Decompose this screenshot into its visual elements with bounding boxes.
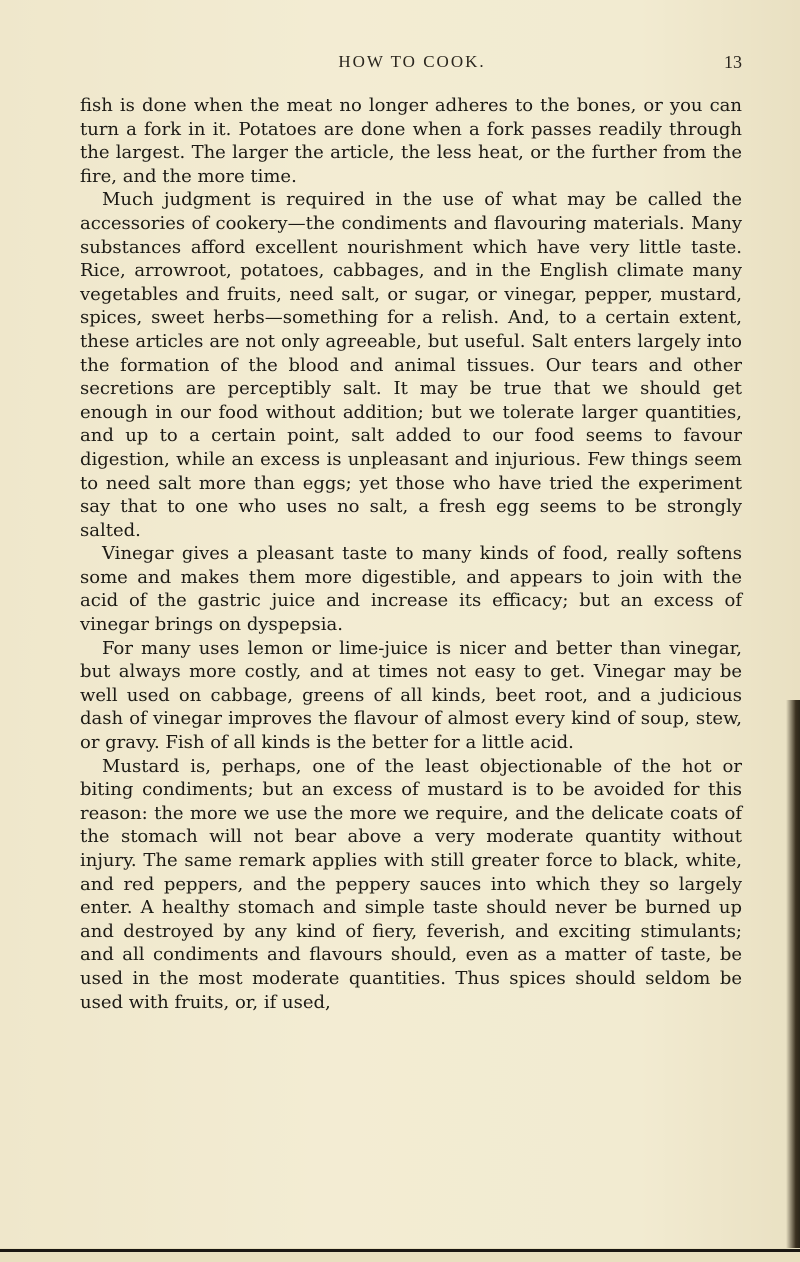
paragraph-2: Much judgment is required in the use of what may be called the accessories of cookery—the condiments and flavouring materials. Many substances afford excellent nourishment which have very little taste. Rice, arrowroot, potatoes, cabbages, and in the English climate many vegetables and fruits, need salt, or sugar, or vinegar, pepper, mustard, spices, sweet herbs—something for a relish. And, to a certain extent, these articles are not only agreeable, but useful. Salt enters largely into the formation of the blood and animal tissues. Our tears and other secretions are perceptibly salt. It may be true that we should get enough in our food without addition; but we tolerate larger quantities, and up to a certain point, salt added to our food seems to favour digestion, while an excess is unpleasant and injurious. Few things seem to need salt more than eggs; yet those who have tried the experiment say that to one who uses no salt, a fresh egg seems to be strongly salted. xyxy=(80,189,742,541)
bottom-rule xyxy=(0,1249,800,1252)
paragraph-3: Vinegar gives a pleasant taste to many kinds of food, really softens some and makes them more digestible, and appears to join with the acid of the gastric juice and increase its efficacy; but an excess of vinegar brings on dyspepsia. xyxy=(80,543,742,636)
paragraph-1: fish is done when the meat no longer adheres to the bones, or you can turn a fork in it. Potatoes are done when a fork passes readily through the largest. The larger the article, the less heat, or the further from the fire, and the more time. xyxy=(80,95,742,187)
paragraph-5: Mustard is, perhaps, one of the least objectionable of the hot or biting condiments; but an excess of mustard is to be avoided for this reason: the more we use the more we require, and the delicate coats of the stomach will not bear above a very moderate quantity without injury. The same remark applies with still greater force to black, white, and red peppers, and the peppery sauces into which they so largely enter. A healthy stomach and simple taste should never be burned up and destroyed by any kind of fiery, feverish, and exciting stimulants; and all condiments and flavours should, even as a matter of taste, be used in the most moderate quantities. Thus spices should seldom be used with fruits, or, if used, xyxy=(80,755,742,1013)
paragraph-4: For many uses lemon or lime-juice is nicer and better than vinegar, but always more costly, and at times not easy to get. Vinegar may be well used on cabbage, greens of all kinds, beet root, and a judicious dash of vinegar improves the flavour of almost every kind of soup, stew, or gravy. Fish of all kinds is the better for a little acid. xyxy=(80,637,742,754)
running-head: HOW TO COOK. xyxy=(338,52,486,71)
page-header xyxy=(82,52,742,76)
page-number: 13 xyxy=(724,52,742,72)
body-text xyxy=(80,94,742,1014)
page-edge-shadow xyxy=(786,700,800,1248)
